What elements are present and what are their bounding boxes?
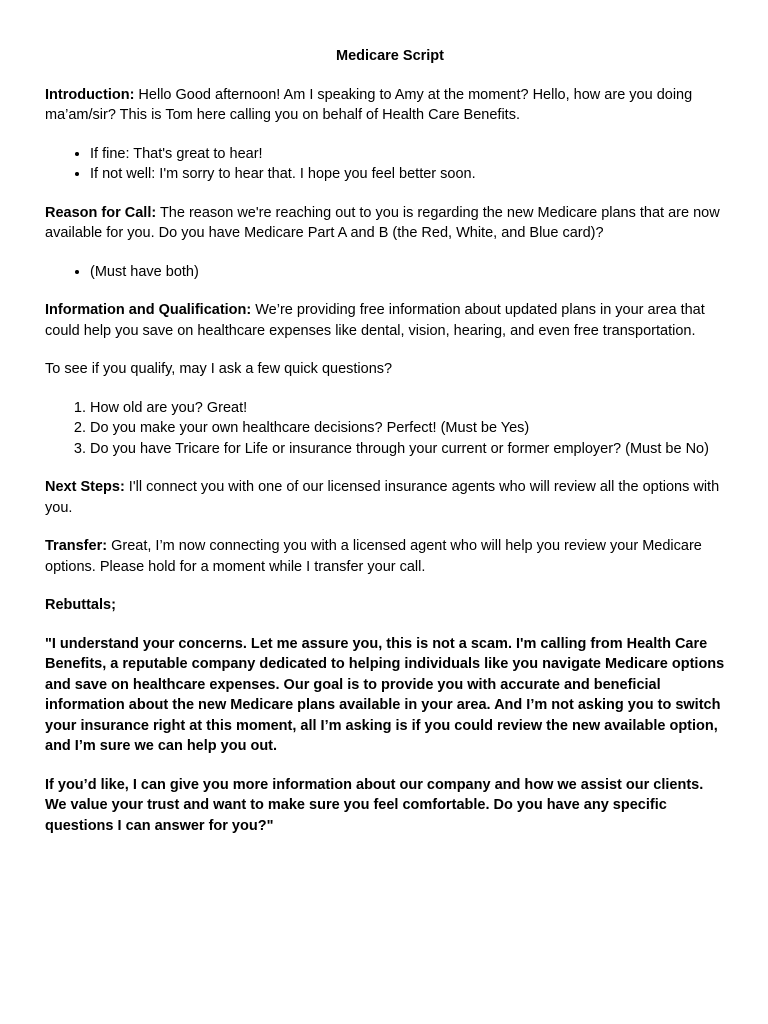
list-item: • (Must have both) bbox=[90, 262, 725, 283]
list-item: 3. Do you have Tricare for Life or insurance through your current or former employer? (Must be No) bbox=[90, 439, 725, 460]
next-steps-label: Next Steps: bbox=[45, 479, 125, 495]
transfer-paragraph bbox=[45, 536, 725, 577]
list-item: 1. How old are you? Great! bbox=[90, 398, 725, 419]
information-qualification-paragraph bbox=[45, 300, 725, 341]
reason-for-call-paragraph bbox=[45, 203, 725, 244]
next-steps-paragraph bbox=[45, 477, 725, 518]
rebuttal-paragraph-1: "I understand your concerns. Let me assure you, this is not a scam. I'm calling from Health Care Benefits, a reputable company dedicated to helping individuals like you navigate Medicare options and save on healthcare expenses. Our goal is to provide you with accurate and beneficial information about the new Medicare plans available in your area. And I’m not asking you to switch your insurance right at this moment, all I’m asking is if you could review the new available option, and I’m sure we can help you out. bbox=[45, 635, 725, 754]
rebuttals-heading: Rebuttals; bbox=[45, 597, 116, 613]
list-item: • If not well: I'm sorry to hear that. I hope you feel better soon. bbox=[90, 164, 725, 185]
introduction-paragraph bbox=[45, 85, 725, 126]
list-item: 2. Do you make your own healthcare decisions? Perfect! (Must be Yes) bbox=[90, 418, 725, 439]
document-title: Medicare Script bbox=[336, 48, 444, 64]
list-item: • If fine: That's great to hear! bbox=[90, 144, 725, 165]
information-qualification-label: Information and Qualification: bbox=[45, 302, 252, 318]
transfer-label: Transfer: bbox=[45, 538, 108, 554]
introduction-bullet-list bbox=[45, 144, 725, 185]
next-steps-text: I'll connect you with one of our licensed insurance agents who will review all the options with you. bbox=[45, 479, 720, 516]
reason-bullet-list bbox=[45, 262, 725, 283]
transfer-text: Great, I’m now connecting you with a licensed agent who will help you review your Medicare options. Please hold for a moment while I transfer your call. bbox=[45, 538, 702, 575]
reason-for-call-text: The reason we're reaching out to you is regarding the new Medicare plans that are now available for you. Do you have Medicare Part A and B (the Red, White, and Blue card)? bbox=[45, 204, 720, 241]
document-page bbox=[45, 46, 725, 854]
information-qualification-text: We’re providing free information about updated plans in your area that could help you save on healthcare expenses like dental, vision, hearing, and even free transportation. bbox=[45, 302, 705, 339]
qualify-intro: To see if you qualify, may I ask a few quick questions? bbox=[45, 361, 393, 377]
rebuttal-paragraph-2: If you’d like, I can give you more information about our company and how we assist our clients. We value your trust and want to make sure you feel comfortable. Do you have any specific questions I can answer for you?" bbox=[45, 776, 704, 834]
introduction-text: Hello Good afternoon! Am I speaking to Amy at the moment? Hello, how are you doing ma’am/sir? This is Tom here calling you on behalf of Health Care Benefits. bbox=[45, 86, 693, 123]
introduction-label: Introduction: bbox=[45, 86, 135, 103]
qualification-questions-list bbox=[45, 398, 725, 460]
reason-for-call-label: Reason for Call: bbox=[45, 204, 157, 221]
